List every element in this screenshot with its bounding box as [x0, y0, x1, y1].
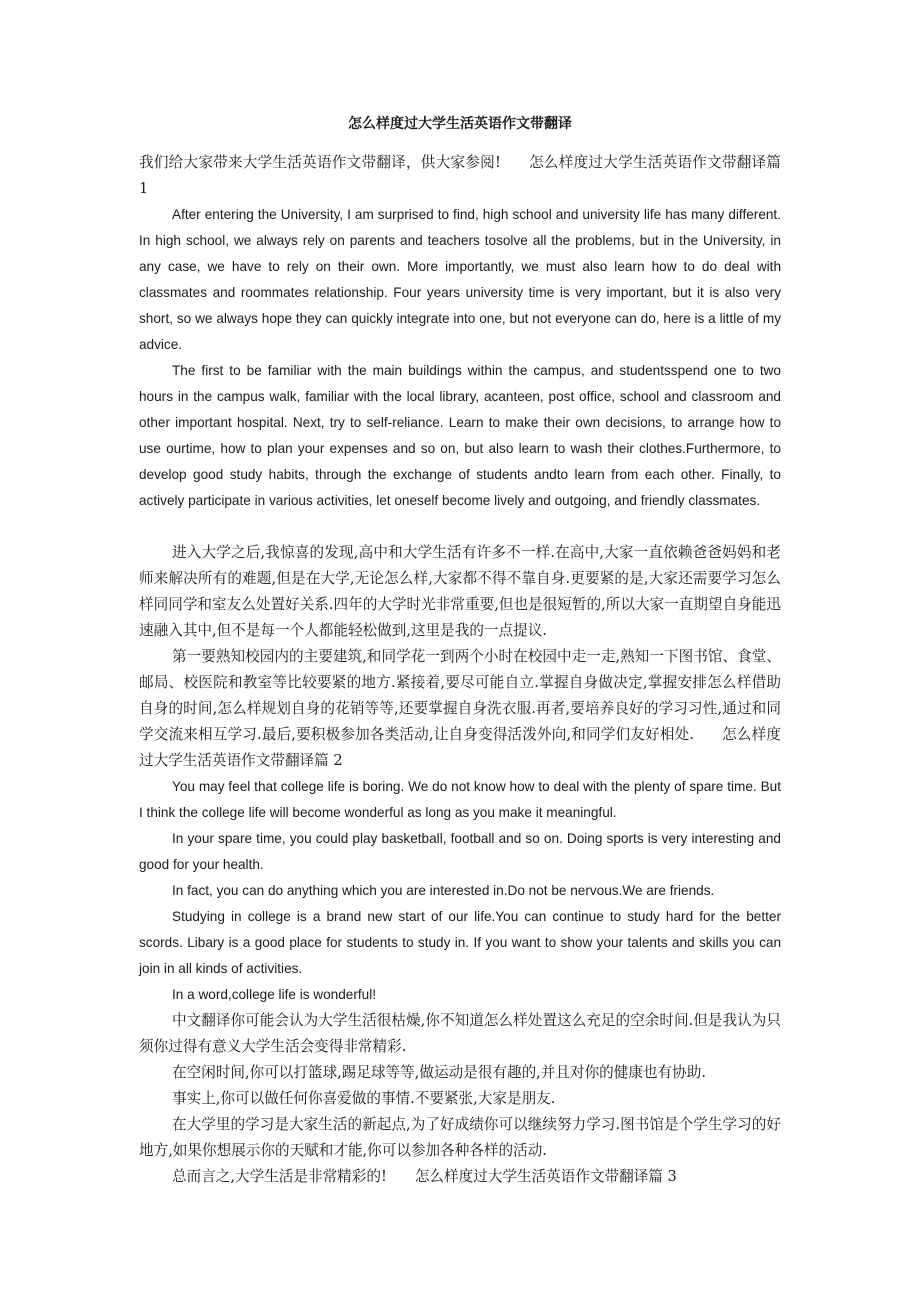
- essay2-zh-paragraph-2: 在空闲时间,你可以打篮球,踢足球等等,做运动是很有趣的,并且对你的健康也有协助.: [172, 1064, 706, 1081]
- essay2-zh-paragraph-3: 事实上,你可以做任何你喜爱做的事情.不要紧张,大家是朋友.: [172, 1090, 556, 1107]
- essay1-zh-paragraph-1: 进入大学之后,我惊喜的发现,高中和大学生活有许多不一样.在高中,大家一直依赖爸爸妈妈和老师来解决所有的难题,但是在大学,无论怎么样,大家都不得不靠自身.更要紧的是,大家还需要学习怎么样同同学和室友么处置好关系.四年的大学时光非常重要,但也是很短暂的,所以大家一直期望自身能迅速融入其中,但不是每一个人都能轻松做到,这里是我的一点提议.: [139, 544, 781, 639]
- essay1-en-paragraph-2: The first to be familiar with the main buildings within the campus, and studentsspend one to two hours in the campus walk, familiar with the local library, acanteen, post office, school and classroom and other important hospital. Next, try to self-reliance. Learn to make their own decisions, to arrange how to use ourtime, how to plan your expenses and so on, but also learn to wash their clothes.Furthermore, to develop good study habits, through the exchange of students andto learn from each other. Finally, to actively participate in various activities, let oneself become lively and outgoing, and friendly classmates.: [139, 363, 781, 508]
- essay1-heading: 怎么样度过大学生活英语作文带翻译篇 1: [139, 154, 781, 197]
- intro-paragraph: [139, 150, 781, 202]
- essay1-zh-paragraph-2: [139, 644, 781, 774]
- document-title: 怎么样度过大学生活英语作文带翻译: [348, 116, 572, 132]
- essay2-en-paragraph-4: Studying in college is a brand new start of our life.You can continue to study hard for the better scords. Libary is a good place for students to study in. If you want to show your talents and skills you can join in all kinds of activities.: [139, 909, 781, 976]
- intro-text: 我们给大家带来大学生活英语作文带翻译，供大家参阅!: [139, 154, 501, 171]
- essay2-en-paragraph-1: You may feel that college life is boring. We do not know how to deal with the plenty of spare time. But I think the college life will become wonderful as long as you make it meaningful.: [139, 779, 781, 820]
- essay2-heading: 怎么样度过大学生活英语作文带翻译篇 2: [139, 726, 781, 769]
- essay2-zh-paragraph-1: 中文翻译你可能会认为大学生活很枯燥,你不知道怎么样处置这么充足的空余时间.但是我认为只须你过得有意义大学生活会变得非常精彩.: [139, 1012, 781, 1055]
- essay2-zh-paragraph-5: [139, 1164, 781, 1190]
- essay1-en-paragraph-1: After entering the University, I am surprised to find, high school and university life has many different. In high school, we always rely on parents and teachers tosolve all the problems, but in the University, in any case, we have to rely on their own. More importantly, we must also learn how to do deal with classmates and roommates relationship. Four years university time is very important, but it is also very short, so we always hope they can quickly integrate into one, but not everyone can do, here is a little of my advice.: [139, 207, 781, 352]
- essay2-en-paragraph-3: In fact, you can do anything which you are interested in.Do not be nervous.We are friends.: [172, 883, 715, 898]
- essay3-heading: 怎么样度过大学生活英语作文带翻译篇 3: [414, 1168, 677, 1185]
- essay1-zh-paragraph-2-text: 第一要熟知校园内的主要建筑,和同学花一到两个小时在校园中走一走,熟知一下图书馆、食堂、邮局、校医院和教室等比较要紧的地方.紧接着,要尽可能自立.掌握自身做决定,掌握安排怎么样借助自身的时间,怎么样规划自身的花销等等,还要掌握自身洗衣服.再者,要培养良好的学习习性,通过和同学交流来相互学习.最后,要积极参加各类活动,让自身变得活泼外向,和同学们友好相处.: [139, 648, 781, 743]
- essay2-zh-paragraph-5-text: 总而言之,大学生活是非常精彩的!: [172, 1168, 387, 1185]
- essay2-zh-paragraph-4: 在大学里的学习是大家生活的新起点,为了好成绩你可以继续努力学习.图书馆是个学生学习的好地方,如果你想展示你的天赋和才能,你可以参加各种各样的活动.: [139, 1116, 781, 1159]
- essay2-en-paragraph-5: In a word,college life is wonderful!: [172, 987, 377, 1002]
- essay2-en-paragraph-2: In your spare time, you could play basketball, football and so on. Doing sports is very interesting and good for your health.: [139, 831, 781, 872]
